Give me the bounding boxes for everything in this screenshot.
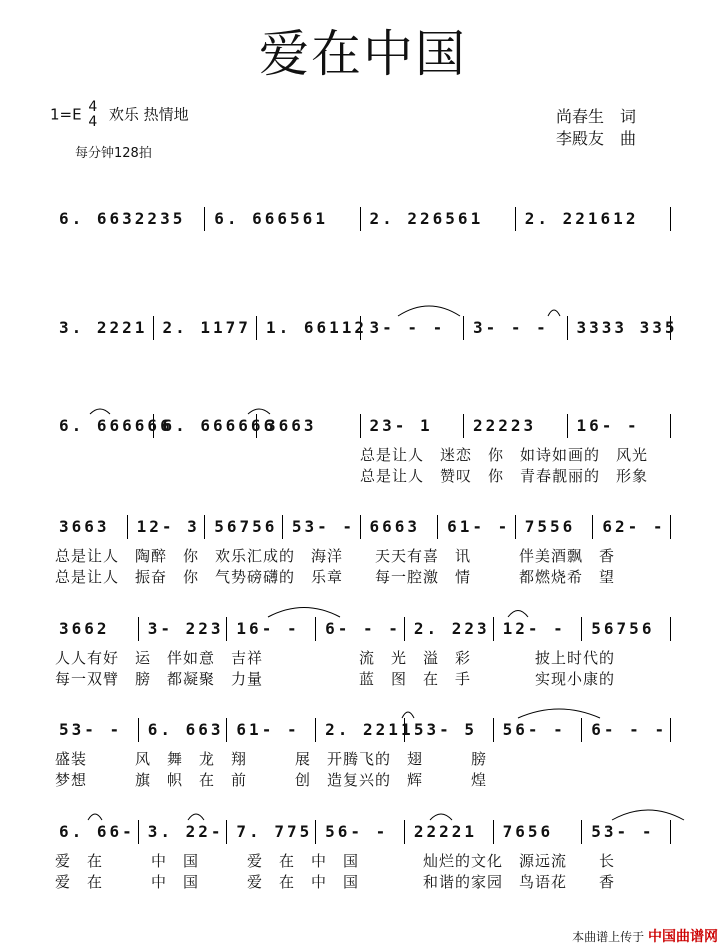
tempo-marking: 每分钟128拍 [75, 146, 152, 161]
tie-arc [430, 814, 452, 820]
measure: 23- 1 [369, 416, 433, 435]
measure: 6663 [369, 517, 421, 536]
tie-arc [508, 611, 528, 618]
measure: 56- - [502, 720, 566, 739]
lyric-line: 总是让人 陶醉 你 欢乐汇成的 海洋 天天有喜 讯 伴美酒飘 香 [55, 547, 616, 565]
measure: 3663 [59, 517, 110, 536]
measure: 2. 221612 [524, 209, 639, 228]
measure: 56756 [591, 619, 655, 638]
measure: 6. 6632235 [59, 209, 186, 228]
composer-credit: 李殿友 曲 [556, 129, 637, 148]
lyric-line: 人人有好 运 伴如意 吉祥 流 光 溢 彩 披上时代的 [55, 649, 616, 667]
measure: 7. 775 [236, 822, 313, 841]
measure: 3- 223 [147, 619, 224, 638]
lyricist-credit: 尚春生 词 [556, 107, 637, 126]
tie-arc [248, 409, 270, 414]
measure: 22221 [413, 822, 478, 841]
expression-marking: 欢乐 热情地 [108, 105, 189, 124]
measure: 6. 663 [147, 720, 224, 739]
measure: 7556 [524, 517, 576, 536]
lyric-line: 总是让人 迷恋 你 如诗如画的 风光 [360, 446, 649, 464]
tie-arc [188, 814, 204, 820]
tie-arc [268, 608, 340, 618]
measure: 12- - [502, 619, 566, 638]
measure: 16- - [236, 619, 300, 638]
song-title: 爱在中国 [259, 25, 467, 83]
measure: 53- - [291, 517, 356, 536]
key-label: 1=E [50, 105, 82, 124]
tie-arc [402, 712, 414, 718]
measure: 53- - [59, 720, 123, 739]
measure: 2. 1177 [162, 318, 251, 337]
measure: 6. 66- [59, 822, 135, 841]
lyric-line: 梦想 旗 帜 在 前 创 造复兴的 辉 煌 [55, 771, 488, 789]
lyric-line: 总是让人 振奋 你 气势磅礴的 乐章 每一腔激 情 都燃烧希 望 [55, 568, 616, 586]
measure: 12- 3 [136, 517, 200, 536]
tie-arc [398, 306, 460, 316]
tie-arc [612, 810, 684, 820]
measure: 6. 666666 [59, 416, 173, 435]
brand-logo-text: 中国曲谱网 [648, 929, 718, 945]
measure: 6- - - [325, 619, 401, 638]
measure: 2. 223 [413, 619, 490, 638]
measure: 2. 2211 [325, 720, 414, 739]
measure: 3662 [59, 619, 110, 638]
lyric-line: 盛装 风 舞 龙 翔 展 开腾飞的 翅 膀 [55, 750, 488, 768]
measure: 6. 666666 [162, 416, 277, 435]
measure: 22223 [473, 416, 537, 435]
tie-arc [90, 409, 110, 414]
lyric-line: 总是让人 赞叹 你 青春靓丽的 形象 [360, 467, 649, 485]
measure: 56- - [325, 822, 389, 841]
tie-arc [518, 709, 600, 718]
measure: 53- 5 [413, 720, 478, 739]
measure: 61- - [236, 720, 300, 739]
measure: 6- - - [591, 720, 668, 739]
measure: 61- - [447, 517, 511, 536]
measure: 3333 335 [576, 318, 678, 337]
tie-arc [88, 814, 102, 820]
measure: 3. 22- [147, 822, 224, 841]
tie-arc [548, 310, 560, 316]
measure: 1. 66112 [266, 318, 368, 337]
measure: 62- - [602, 517, 666, 536]
measure: 3- - - [473, 318, 549, 337]
measure: 53- - [591, 822, 655, 841]
measure: 56756 [214, 517, 278, 536]
lyric-line: 爱 在 中 国 爱 在 中 国 和谐的家园 鸟语花 香 [55, 873, 616, 891]
source-footer: 本曲谱上传于 中国曲谱网 [572, 929, 718, 945]
measure: 16- - [576, 416, 640, 435]
measure: 3. 2221 [59, 318, 148, 337]
measure: 2. 226561 [369, 209, 484, 228]
measure: 7656 [502, 822, 554, 841]
measure: 3- - - [369, 318, 446, 337]
lyric-line: 每一双臂 膀 都凝聚 力量 蓝 图 在 手 实现小康的 [55, 670, 616, 688]
time-signature: 4 4 [88, 99, 98, 130]
measure: 6. 666561 [214, 209, 328, 228]
lyric-line: 爱 在 中 国 爱 在 中 国 灿烂的文化 源远流 长 [55, 852, 616, 870]
measure: 3663 [266, 416, 317, 435]
